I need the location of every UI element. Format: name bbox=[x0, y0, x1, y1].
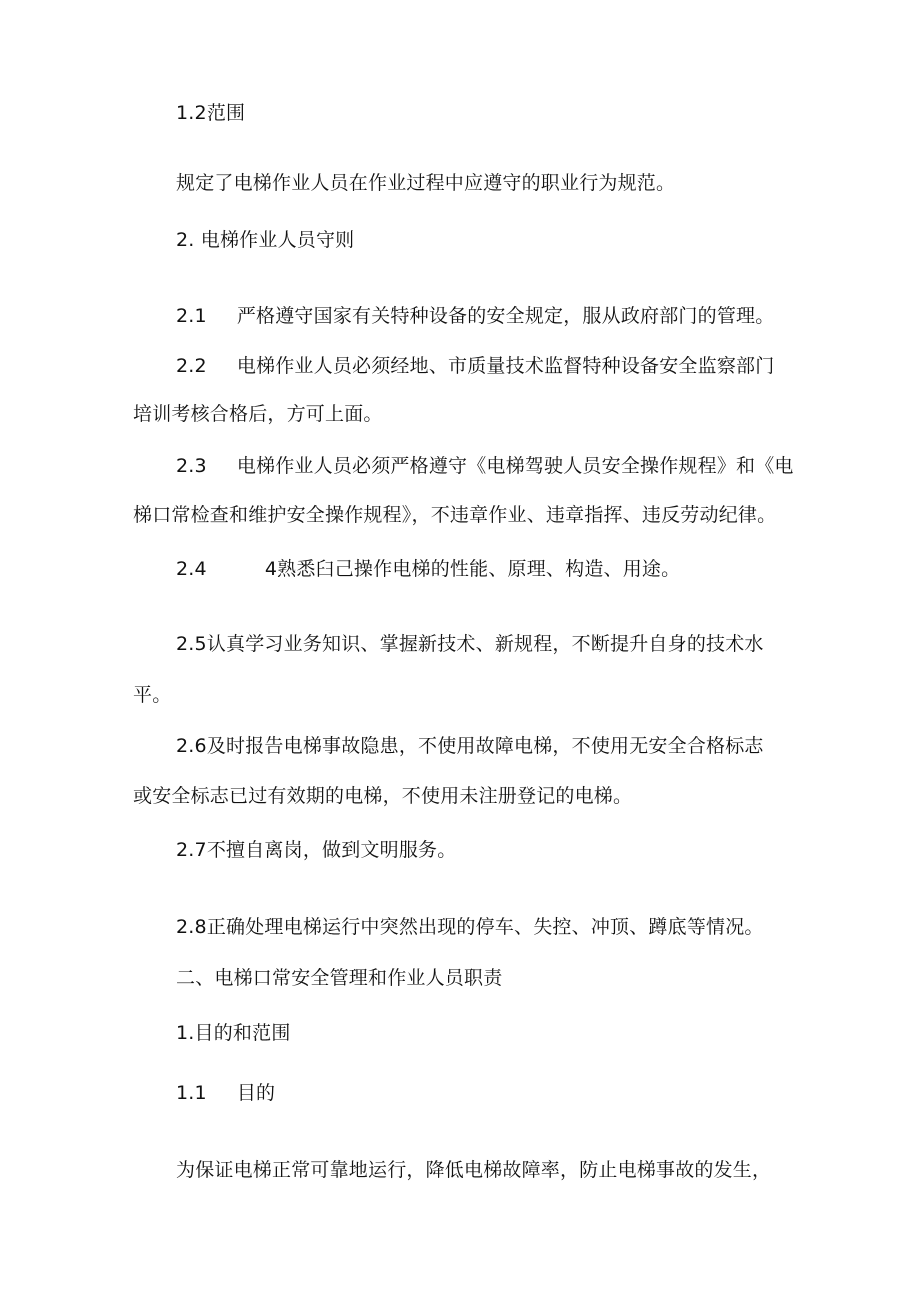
item-2-8: 2.8正确处理电梯运行中突然出现的停车、失控、冲顶、蹲底等情况。 bbox=[176, 916, 764, 938]
item-2-5-line2: 平。 bbox=[133, 684, 172, 706]
item-2-4: 2.4 4熟悉臼己操作电梯的性能、原理、构造、用途。 bbox=[176, 558, 681, 580]
item-2-1: 2.1 严格遵守国家有关特种设备的安全规定，服从政府部门的管理。 bbox=[176, 305, 775, 327]
heading-1-2: 1.2范围 bbox=[176, 102, 246, 124]
item-2-7: 2.7不擅自离岗，做到文明服务。 bbox=[176, 839, 457, 861]
item-2-3-line2: 梯口常检查和维护安全操作规程》，不违章作业、违章指挥、违反劳动纪律。 bbox=[133, 504, 777, 526]
item-2-6-line2: 或安全标志已过有效期的电梯，不使用未注册登记的电梯。 bbox=[133, 785, 633, 807]
heading-2: 2. 电梯作业人员守则 bbox=[176, 229, 355, 251]
item-2-6-line1: 2.6及时报告电梯事故隐患，不使用故障电梯，不使用无安全合格标志 bbox=[176, 735, 764, 757]
item-number: 2.4 bbox=[176, 558, 207, 580]
item-2-3-line1: 2.3 电梯作业人员必须严格遵守《电梯驾驶人员安全操作规程》和《电 bbox=[176, 455, 794, 477]
item-2-2-line2: 培训考核合格后，方可上面。 bbox=[133, 403, 383, 425]
heading-1-1: 1.1 目的 bbox=[176, 1082, 276, 1104]
paragraph-purpose: 为保证电梯正常可靠地运行，降低电梯故障率，防止电梯事故的发生， bbox=[176, 1159, 772, 1181]
item-2-5-line1: 2.5认真学习业务知识、掌握新技术、新规程，不断提升自身的技术水 bbox=[176, 633, 764, 655]
item-number: 2.2 bbox=[176, 355, 207, 377]
item-number: 2.3 bbox=[176, 455, 207, 477]
item-number: 1.1 bbox=[176, 1082, 207, 1104]
item-2-2-line1: 2.2 电梯作业人员必须经地、市质量技术监督特种设备安全监察部门 bbox=[176, 355, 775, 377]
section-heading-2: 二、电梯口常安全管理和作业人员职责 bbox=[176, 967, 503, 989]
heading-1: 1.目的和范围 bbox=[176, 1022, 291, 1044]
item-number: 2.1 bbox=[176, 305, 207, 327]
paragraph-scope: 规定了电梯作业人员在作业过程中应遵守的职业行为规范。 bbox=[176, 172, 676, 194]
